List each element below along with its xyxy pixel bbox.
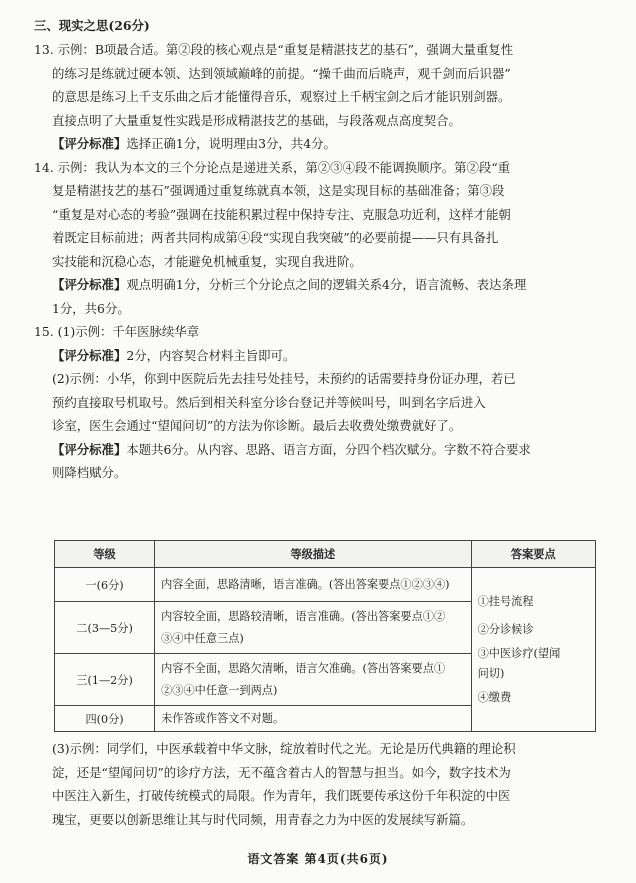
q13-standard (34, 132, 612, 156)
key-points (471, 568, 595, 732)
q14-standard (34, 273, 612, 297)
q15-part3 (34, 737, 612, 831)
q14-line: “重复是对心态的考验”强调在技能积累过程中保持专注、克服急功近利，这样才能朝 (52, 206, 511, 222)
grade-desc-line: 内容全面，思路清晰，语言准确。(答出答案要点①②③④) (161, 577, 450, 591)
grade-desc-line: ③④中任意三点) (161, 631, 244, 645)
section-title: 三、现实之思(26分) (34, 18, 150, 33)
standard-text: 选择正确1分，说明理由3分，共4分。 (126, 136, 336, 151)
standard-text: 观点明确1分，分析三个分论点之间的逻辑关系4分，语言流畅、表达条理 (126, 277, 527, 292)
q14-line: 14. 示例：我认为本文的三个分论点是递进关系，第②③④段不能调换顺序。第②段“重 (34, 159, 511, 175)
standard-text: 2分，内容契合材料主旨即可。 (126, 347, 296, 363)
grade-desc (155, 706, 472, 732)
page-footer: 语文答案 第4页(共6页) (247, 852, 389, 866)
q15-part3-line: 淀，还是“望闻问切”的诊疗方法，无不蕴含着古人的智慧与担当。如今，数字技术为 (52, 764, 511, 780)
q14-line: 着既定目标前进；两者共同构成第④段“实现自我突破”的必要前提——只有具备扎 (52, 230, 499, 245)
grade-desc (155, 568, 472, 602)
key-point: ③中医诊疗(望闻 (477, 646, 561, 660)
grade-level: 二(3—5分) (55, 602, 155, 654)
table-header-row (55, 541, 596, 568)
grade-desc (155, 602, 472, 654)
q15-part2-standard (34, 438, 612, 462)
q15-part1: 15. (1)示例：千年医脉续华章 (34, 324, 200, 339)
standard-label: 【评分标准】 (52, 136, 127, 151)
q15-part3-line: 瑰宝，更要以创新思维让其与时代同频，用青春之力为中医的发展续写新篇。 (52, 811, 474, 827)
grade-desc-line: 未作答或作答文不对题。 (161, 711, 285, 725)
question-14 (34, 156, 612, 321)
answer-page (34, 14, 612, 485)
q15-part1-standard (34, 344, 612, 368)
standard-label: 【评分标准】 (52, 441, 127, 457)
key-point: 问切) (477, 666, 505, 680)
key-point: ①挂号流程 (477, 594, 534, 608)
q13-line: 13. 示例：B项最合适。第②段的核心观点是“重复是精湛技艺的基石”，强调大量重复性 (34, 42, 514, 57)
table-header: 答案要点 (471, 541, 595, 568)
table-row (55, 568, 596, 602)
q13-line: 直接点明了大量重复性实践是形成精湛技艺的基础，与段落观点高度契合。 (52, 112, 461, 128)
key-point: ②分诊候诊 (477, 622, 534, 636)
standard-text: 本题共6分。从内容、思路、语言方面，分四个档次赋分。字数不符合要求 (126, 441, 531, 457)
grade-level: 三(1—2分) (55, 654, 155, 706)
q13-line: 的练习是练就过硬本领、达到领域巅峰的前提。“操千曲而后晓声，观千剑而后识器” (52, 65, 511, 81)
grade-desc (155, 654, 472, 706)
q15-part2-line: (2)示例：小华，你到中医院后先去挂号处挂号，未预约的话需要持身份证办理，若已 (52, 371, 516, 386)
grade-desc-line: ②③④中任意一到两点) (161, 683, 278, 697)
grade-desc-line: 内容不全面，思路欠清晰，语言欠准确。(答出答案要点① (161, 661, 446, 675)
q14-standard-cont: 1分，共6分。 (52, 300, 130, 316)
standard-label: 【评分标准】 (52, 277, 127, 292)
grade-level: 一(6分) (55, 568, 155, 602)
grade-desc-line: 内容较全面，思路较清晰，语言准确。(答出答案要点①② (161, 609, 446, 623)
key-point: ④缴费 (477, 690, 512, 704)
q15-part2-standard-cont: 则降档赋分。 (52, 465, 127, 480)
q14-line: 复是精湛技艺的基石”强调通过重复练就真本领，这是实现目标的基础准备；第③段 (52, 183, 505, 198)
table-header: 等级 (55, 541, 155, 568)
standard-label: 【评分标准】 (52, 347, 127, 363)
q14-line: 实技能和沉稳心态，才能避免机械重复，实现自我进阶。 (52, 253, 362, 269)
question-15 (34, 320, 612, 485)
q15-part2-line: 诊室，医生会通过“望闻问切”的方法为你诊断。最后去收费处缴费就好了。 (52, 418, 462, 433)
grading-table (54, 540, 596, 732)
q13-line: 的意思是练习上千支乐曲之后才能懂得音乐，观察过上千柄宝剑之后才能识别剑器。 (52, 89, 511, 104)
grade-level: 四(0分) (55, 706, 155, 732)
q15-part2-line: 预约直接取号机取号。然后到相关科室分诊台登记并等候叫号，叫到名字后进入 (52, 394, 486, 410)
q15-part3-line: 中医注入新生，打破传统模式的局限。作为青年，我们既要传承这份千年积淀的中医 (52, 788, 511, 803)
q15-part3-line: (3)示例：同学们，中医承载着中华文脉，绽放着时代之光。无论是历代典籍的理论积 (52, 741, 516, 756)
table-header: 等级描述 (155, 541, 472, 568)
question-13 (34, 38, 612, 156)
